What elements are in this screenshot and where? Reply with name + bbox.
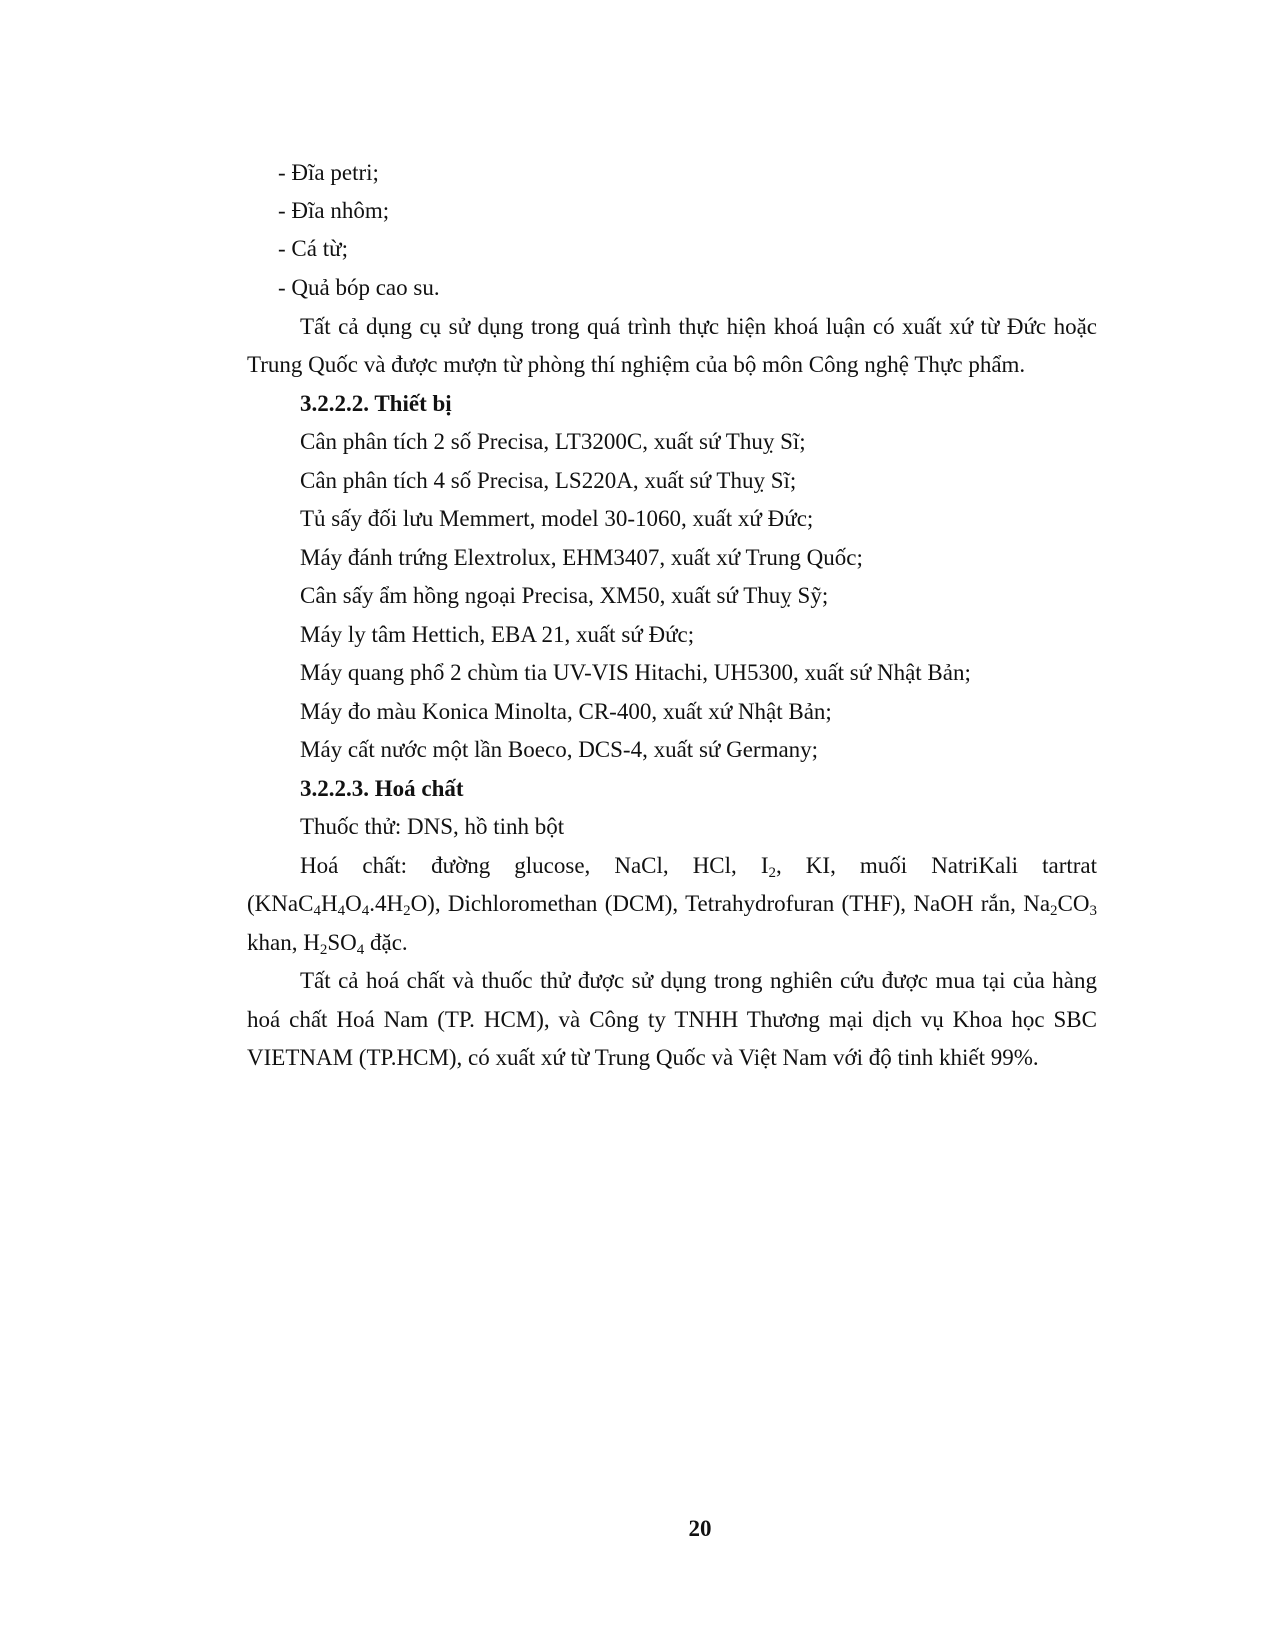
list-item: Máy quang phổ 2 chùm tia UV-VIS Hitachi, UH5300, xuất sứ Nhật Bản; xyxy=(300,660,971,685)
list-item: - Đĩa nhôm; xyxy=(278,198,390,223)
list-item: - Quả bóp cao su. xyxy=(278,275,440,300)
paragraph-line: Trung Quốc và được mượn từ phòng thí nghiệm của bộ môn Công nghệ Thực phẩm. xyxy=(247,352,1026,377)
paragraph-line: hoá chất Hoá Nam (TP. HCM), và Công ty TNHH Thương mại dịch vụ Khoa học SBC xyxy=(247,1007,1097,1032)
list-item: Máy cất nước một lần Boeco, DCS-4, xuất sứ Germany; xyxy=(300,737,819,762)
section-heading: 3.2.2.3. Hoá chất xyxy=(300,776,464,801)
paragraph-line: $(KNaC_4H_4O_4.4H_2O)$, Dichloromethan (DCM), Tetrahydrofuran (THF), NaOH rắn, $Na_2CO_3$ xyxy=(247,891,1097,919)
section-heading: 3.2.2.2. Thiết bị xyxy=(300,391,452,416)
paragraph-line: khan, $H_2SO_4$ đặc. xyxy=(247,930,408,958)
paragraph-line: Tất cả hoá chất và thuốc thử được sử dụng trong nghiên cứu được mua tại của hàng xyxy=(300,968,1097,993)
list-item: Cân phân tích 2 số Precisa, LT3200C, xuất sứ Thuỵ Sĩ; xyxy=(300,429,806,454)
list-item: Cân phân tích 4 số Precisa, LS220A, xuất sứ Thuỵ Sĩ; xyxy=(300,468,797,493)
page-number: 20 xyxy=(688,1516,712,1541)
list-item: Cân sấy ẩm hồng ngoại Precisa, XM50, xuất sứ Thuỵ Sỹ; xyxy=(300,583,829,608)
list-item: - Đĩa petri; xyxy=(278,160,379,185)
paragraph-line: VIETNAM (TP.HCM), có xuất xứ từ Trung Quốc và Việt Nam với độ tinh khiết 99%. xyxy=(247,1045,1039,1070)
paragraph-line: Thuốc thử: DNS, hồ tinh bột xyxy=(300,814,565,839)
list-item: Tủ sấy đối lưu Memmert, model 30-1060, xuất xứ Đức; xyxy=(300,506,814,531)
paragraph-line: Hoá chất: đường glucose, NaCl, HCl, $I_2$, KI, muối NatriKali tartrat xyxy=(300,853,1098,881)
list-item: Máy đo màu Konica Minolta, CR-400, xuất xứ Nhật Bản; xyxy=(300,699,832,724)
list-item: Máy ly tâm Hettich, EBA 21, xuất sứ Đức; xyxy=(300,622,695,647)
list-item: Máy đánh trứng Elextrolux, EHM3407, xuất xứ Trung Quốc; xyxy=(300,545,863,570)
paragraph-line: Tất cả dụng cụ sử dụng trong quá trình thực hiện khoá luận có xuất xứ từ Đức hoặc xyxy=(300,314,1097,339)
list-item: - Cá từ; xyxy=(278,236,348,261)
